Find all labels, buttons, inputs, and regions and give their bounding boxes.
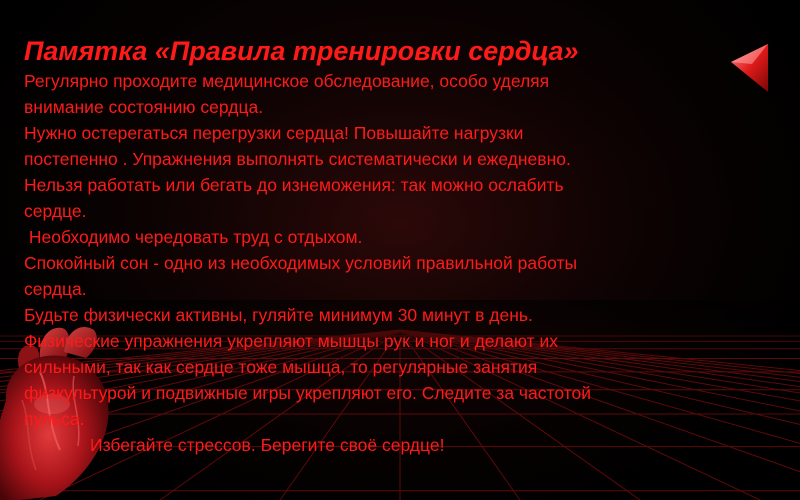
body-line: внимание состоянию сердца. <box>24 97 264 117</box>
body-line: физкультурой и подвижные игры укрепляют его. Следите за частотой <box>24 383 592 403</box>
body-line: Регулярно проходите медицинское обследование, особо уделяя <box>24 71 550 91</box>
body-line: пульса. <box>24 409 85 429</box>
body-line: сердца. <box>24 279 87 299</box>
page-title: Памятка «Правила тренировки сердца» <box>24 36 579 66</box>
body-line: Необходимо чередовать труд с отдыхом. <box>24 227 363 247</box>
memo-body <box>24 68 784 432</box>
closing-line: Избегайте стрессов. Берегите своё сердце! <box>90 435 445 455</box>
body-line: Нельзя работать или бегать до изнеможения: так можно ослабить <box>24 175 564 195</box>
body-line: Будьте физически активны, гуляйте минимум 30 минут в день. <box>24 305 533 325</box>
body-line: Нужно остерегаться перегрузки сердца! Повышайте нагрузки <box>24 123 524 143</box>
body-line: постепенно . Упражнения выполнять систематически и ежедневно. <box>24 149 571 169</box>
body-line: сердце. <box>24 201 87 221</box>
body-line: сильными, так как сердце тоже мышца, то регулярные занятия <box>24 357 538 377</box>
body-line: Физические упражнения укрепляют мышцы рук и ног и делают их <box>24 331 559 351</box>
body-line: Спокойный сон - одно из необходимых условий правильной работы <box>24 253 578 273</box>
memo-content <box>24 34 784 458</box>
